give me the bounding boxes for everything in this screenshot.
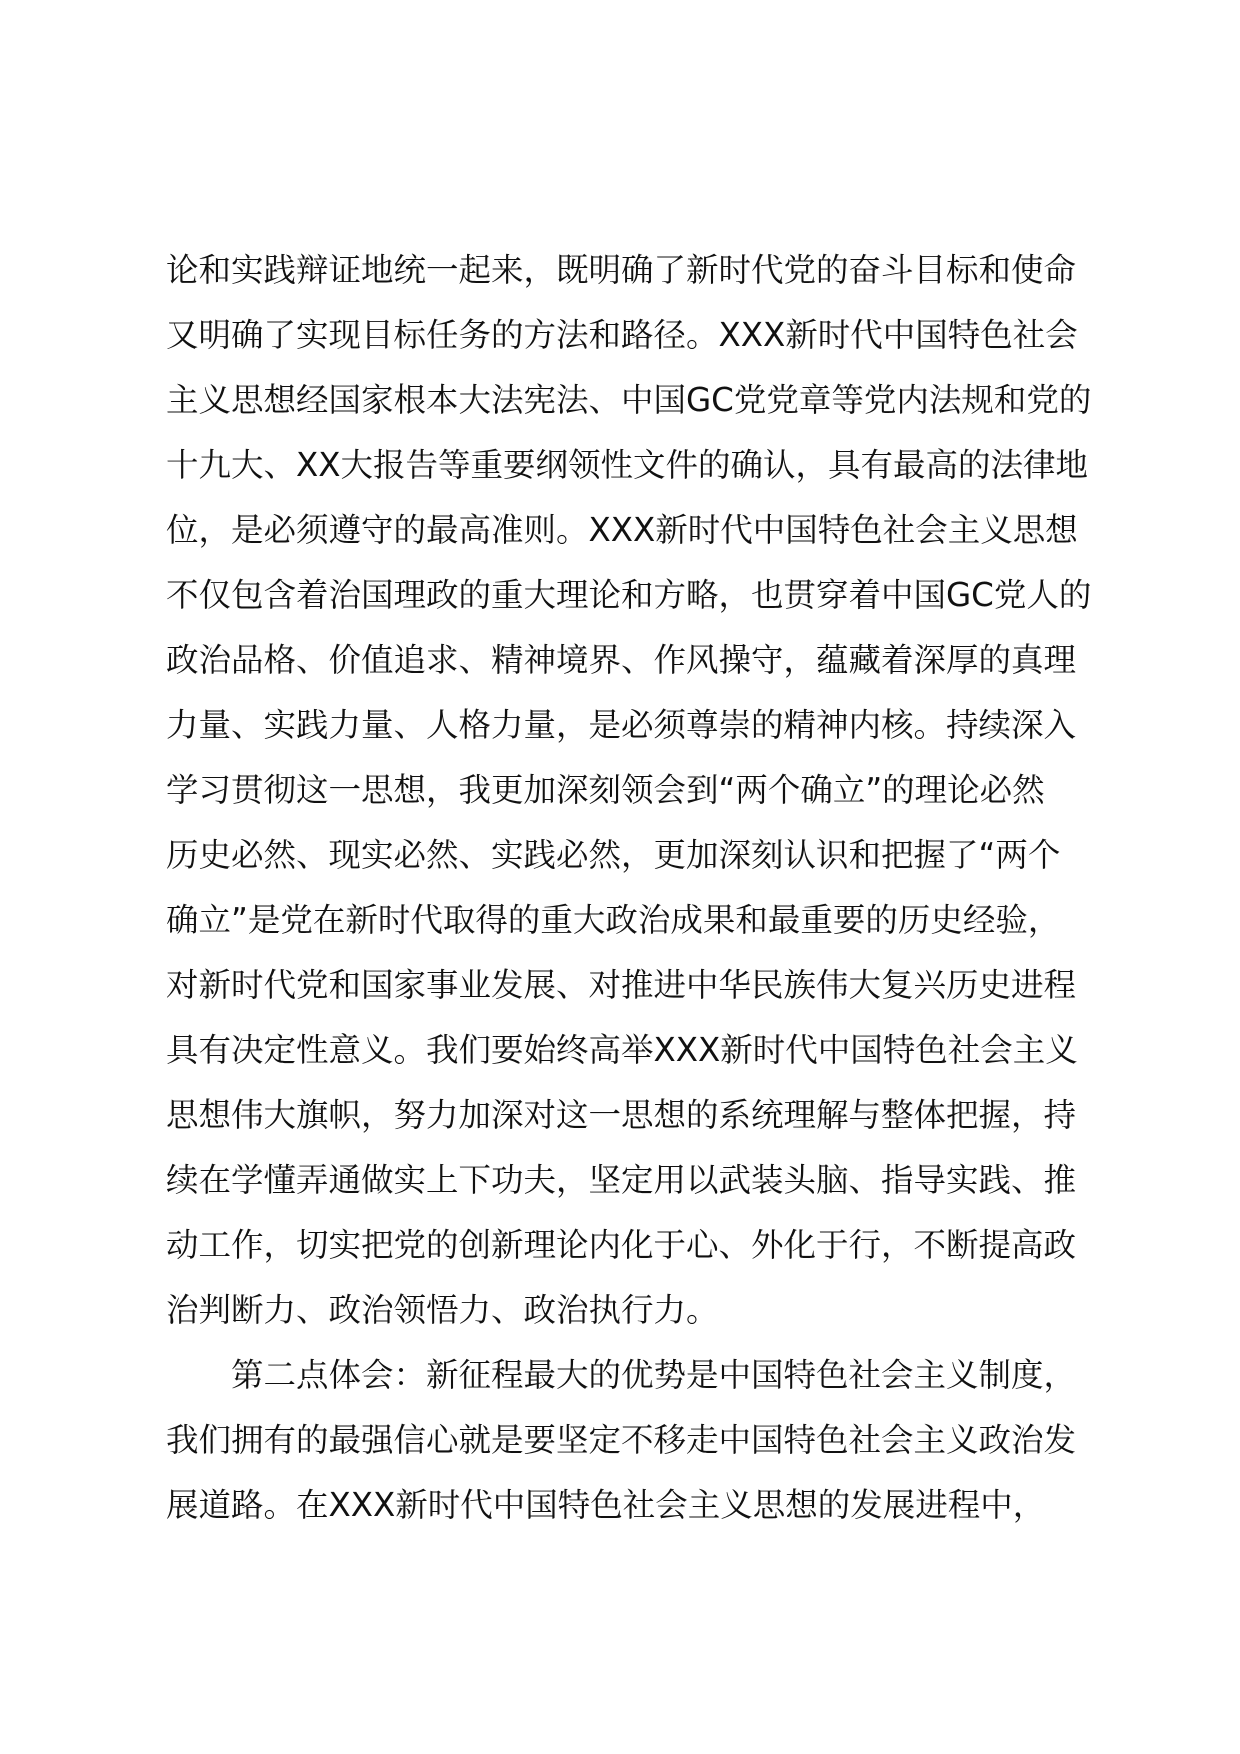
text-line: 位，是必须遵守的最高准则。XXX新时代中国特色社会主义思想 [166, 511, 1078, 549]
text-line: 对新时代党和国家事业发展、对推进中华民族伟大复兴历史进程 [166, 966, 1077, 1004]
text-line: 我们拥有的最强信心就是要坚定不移走中国特色社会主义政治发 [166, 1421, 1077, 1459]
text-line: 思想伟大旗帜，努力加深对这一思想的系统理解与整体把握，持 [166, 1096, 1077, 1134]
text-line: 具有决定性意义。我们要始终高举XXX新时代中国特色社会主义 [166, 1031, 1078, 1069]
text-line: 确立”是党在新时代取得的重大政治成果和最重要的历史经验， [166, 901, 1061, 939]
text-line: 不仅包含着治国理政的重大理论和方略，也贯穿着中国GC党人的 [166, 576, 1092, 614]
text-line: 展道路。在XXX新时代中国特色社会主义思想的发展进程中， [166, 1486, 1046, 1524]
text-line: 学习贯彻这一思想，我更加深刻领会到“两个确立”的理论必然 [166, 771, 1045, 809]
text-line: 论和实践辩证地统一起来，既明确了新时代党的奋斗目标和使命 [166, 251, 1077, 289]
text-line: 政治品格、价值追求、精神境界、作风操守，蕴藏着深厚的真理 [166, 641, 1077, 679]
text-line: 动工作，切实把党的创新理论内化于心、外化于行，不断提高政 [166, 1226, 1077, 1264]
body-text [166, 238, 1106, 1538]
text-line: 主义思想经国家根本大法宪法、中国GC党党章等党内法规和党的 [166, 381, 1092, 419]
text-line: 治判断力、政治领悟力、政治执行力。 [166, 1291, 719, 1329]
text-line: 力量、实践力量、人格力量，是必须尊崇的精神内核。持续深入 [166, 706, 1077, 744]
text-line: 续在学懂弄通做实上下功夫，坚定用以武装头脑、指导实践、推 [166, 1161, 1077, 1199]
text-line: 历史必然、现实必然、实践必然，更加深刻认识和把握了“两个 [166, 836, 1061, 874]
text-line: 又明确了实现目标任务的方法和路径。XXX新时代中国特色社会 [166, 316, 1078, 354]
text-line: 十九大、XX大报告等重要纲领性文件的确认，具有最高的法律地 [166, 446, 1089, 484]
paragraph-start-line: 第二点体会：新征程最大的优势是中国特色社会主义制度， [231, 1356, 1077, 1394]
